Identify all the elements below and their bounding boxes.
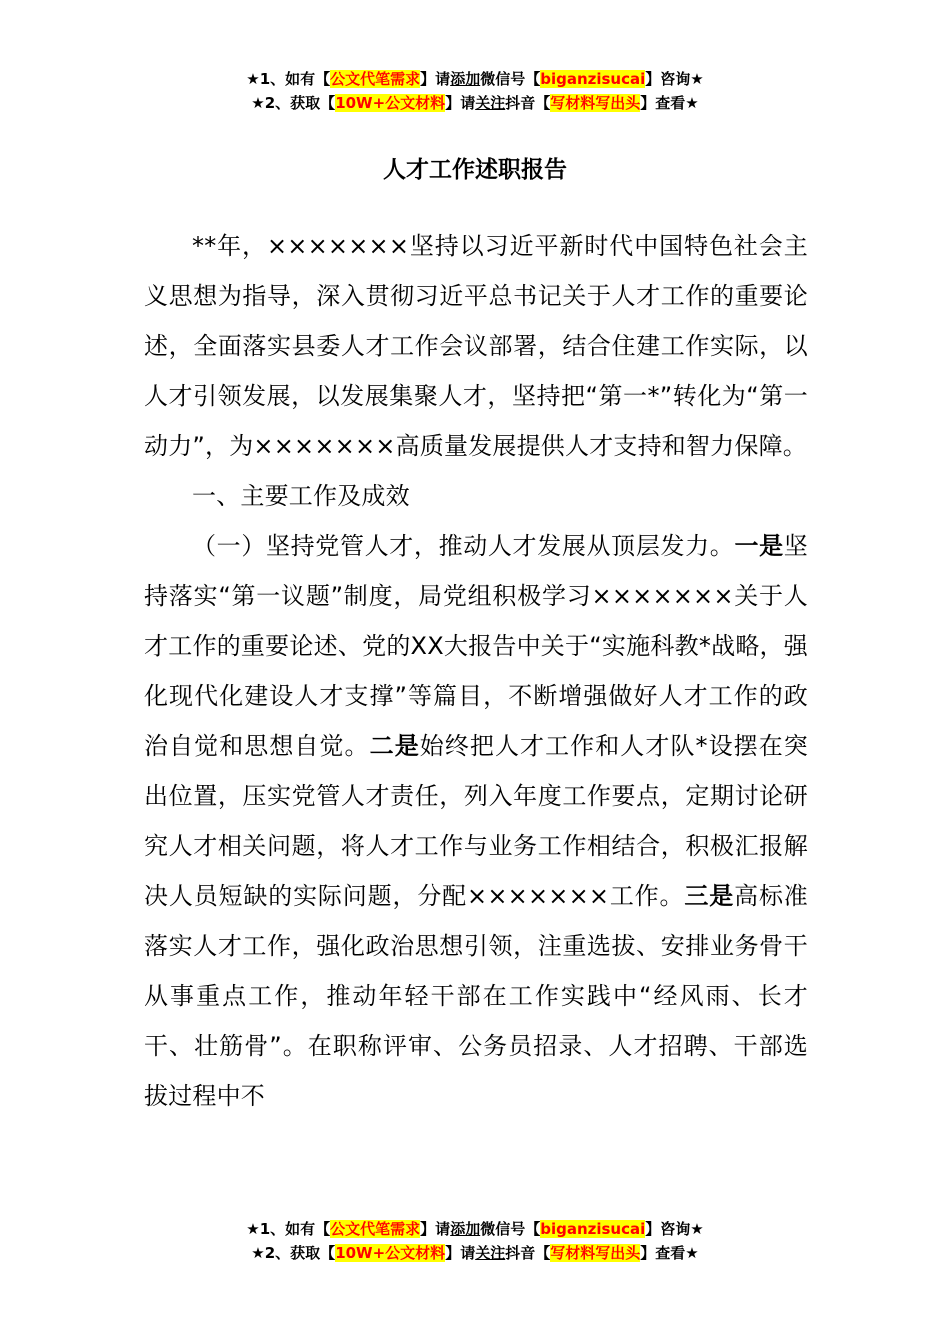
douyin-account: 写材料写出头 [550, 1244, 641, 1262]
promo-line-2: ★2、获取【10W+公文材料】请关注抖音【写材料写出头】查看★ [251, 94, 699, 112]
subheading-lead: （一）坚持党管人才，推动人才发展从顶层发力。 [192, 532, 735, 560]
document-body [144, 221, 808, 1121]
highlight-text: 公文代笔需求 [330, 1220, 421, 1238]
highlight-text: 10W+公文材料 [335, 1244, 446, 1262]
underlined-text: 添加 [450, 70, 481, 88]
promo-banner-bottom [0, 1217, 950, 1265]
highlight-text: 10W+公文材料 [335, 94, 446, 112]
promo-line-1: ★1、如有【公文代笔需求】请添加微信号【biganzisucai】咨询★ [246, 70, 704, 88]
promo-banner-top [0, 67, 950, 115]
bold-marker-2: 二是 [369, 732, 420, 760]
wechat-id: biganzisucai [540, 1220, 646, 1238]
underlined-text: 关注 [475, 94, 506, 112]
promo-line-1: ★1、如有【公文代笔需求】请添加微信号【biganzisucai】咨询★ [246, 1220, 704, 1238]
highlight-text: 公文代笔需求 [330, 70, 421, 88]
paragraph-section-1: （一）坚持党管人才，推动人才发展从顶层发力。一是坚持落实“第一议题”制度，局党组积极学习×××××××关于人才工作的重要论述、党的XX大报告中关于“实施科教*战略，强化现代化建设人才支撑”等篇目，不断增强做好人才工作的政治自觉和思想自觉。二是始终把人才工作和人才队*设摆在突出位置，压实党管人才责任，列入年度工作要点，定期讨论研究人才相关问题，将人才工作与业务工作相结合，积极汇报解决人员短缺的实际问题，分配×××××××工作。三是高标准落实人才工作，强化政治思想引领，注重选拔、安排业务骨干从事重点工作，推动年轻干部在工作实践中“经风雨、长才干、壮筋骨”。在职称评审、公务员招录、人才招聘、干部选拔过程中不 [144, 532, 808, 1110]
section-heading: 一、主要工作及成效 [192, 482, 410, 510]
promo-line-2: ★2、获取【10W+公文材料】请关注抖音【写材料写出头】查看★ [251, 1244, 699, 1262]
paragraph-intro: **年，×××××××坚持以习近平新时代中国特色社会主义思想为指导，深入贯彻习近平总书记关于人才工作的重要论述，全面落实县委人才工作会议部署，结合住建工作实际，以人才引领发展，以发展集聚人才，坚持把“第一*”转化为“第一动力”，为×××××××高质量发展提供人才支持和智力保障。 [144, 232, 808, 460]
underlined-text: 添加 [450, 1220, 481, 1238]
wechat-id: biganzisucai [540, 70, 646, 88]
bold-marker-1: 一是 [734, 532, 784, 560]
bold-marker-3: 三是 [684, 882, 735, 910]
douyin-account: 写材料写出头 [550, 94, 641, 112]
underlined-text: 关注 [475, 1244, 506, 1262]
document-title: 人才工作述职报告 [383, 157, 567, 183]
